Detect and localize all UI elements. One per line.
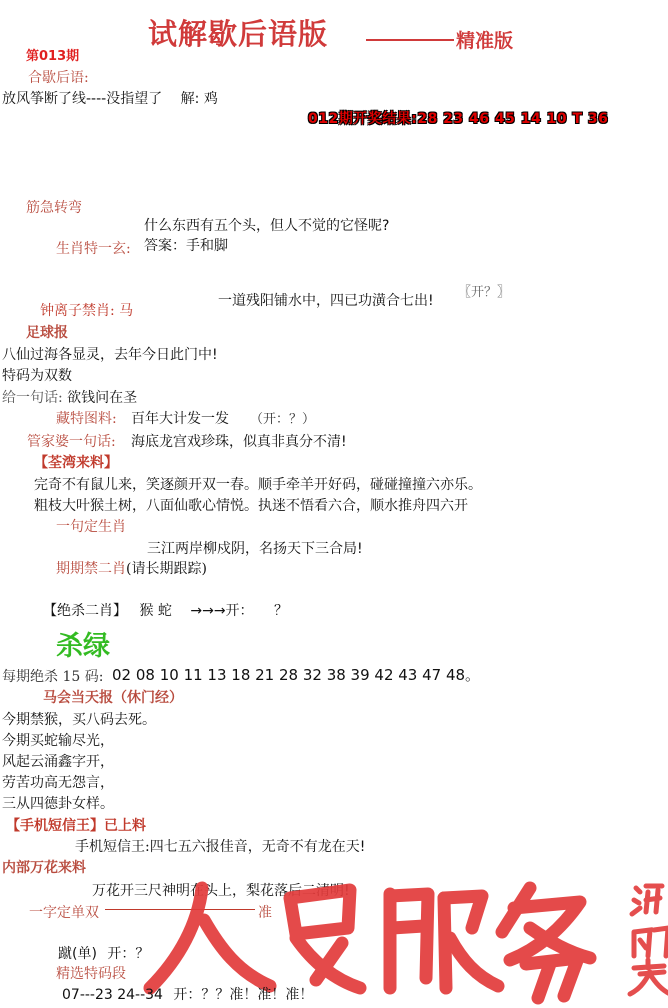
kill-color: 杀绿 — [56, 631, 110, 662]
hidden-pic-open: （开：？） — [250, 412, 316, 427]
zodiac-special-label: 生肖特一玄: — [56, 241, 131, 257]
select-segment-value: 07---23 24--34 — [62, 987, 163, 1003]
housekeeper-value: 海底龙宫戏珍珠，似真非真分不清! — [131, 434, 347, 450]
kill-two-row — [43, 600, 288, 620]
hidden-pic-label: 藏特图料: — [56, 411, 117, 427]
heyi-riddle: 放风筝断了线----没指望了 — [2, 91, 163, 107]
zhongli-row — [40, 300, 133, 320]
single-double-dash — [105, 909, 255, 910]
football-line-2: 特码为双数 — [2, 368, 72, 384]
jingwan-line-1: 完奇不有鼠儿来，笑逐颜开双一春。顺手牵羊开好码，碰碰撞撞六亦乐。 — [34, 477, 482, 493]
heyi-answer-label: 解: — [180, 91, 200, 107]
sms-heading — [6, 815, 146, 835]
zhongli-label: 钟离子禁肖: — [40, 303, 115, 319]
horse-line-4: 劳苦功高无怨言， — [2, 775, 114, 791]
horse-line-2: 今期买蛇输尽光， — [2, 733, 114, 749]
heyi-heading: 合歇后语: — [28, 70, 89, 86]
heyi-answer: 鸡 — [203, 91, 218, 107]
one-sentence-value: 欲钱问在圣 — [67, 390, 138, 406]
banned-note: (请长期跟踪) — [126, 561, 207, 577]
page-subtitle: 精准版 — [456, 30, 514, 52]
jingwan-line-2: 粗枝大叶猴土树，八面仙歌心情悦。执迷不悟看六合，顺水推舟四六开 — [34, 498, 468, 514]
heyi-text — [2, 88, 218, 108]
one-sentence-label: 给一句话: — [2, 390, 63, 406]
horse-line-5: 三从四德卦女样。 — [2, 796, 114, 812]
kill-two-value: 猴 蛇 — [139, 603, 172, 619]
verse-line: 一道残阳铺水中，四已功潢合七出! — [218, 293, 434, 309]
horse-line-3: 风起云涌鑫字开， — [2, 754, 114, 770]
draw-result: 012期开奖结果:28 23 46 45 14 10 T 36 — [308, 111, 609, 127]
one-zodiac-value: 三江两岸柳戍阴，名扬天下三合局! — [147, 541, 363, 557]
issue-number: 第013期 — [26, 49, 80, 64]
wanhua-prefix: 万花开 — [92, 883, 134, 899]
sms-value: 四七五六报佳音，无奇不有龙在天! — [149, 839, 366, 855]
jingwan-heading: 【荃湾来料】 — [34, 455, 118, 471]
kill-two-question: ？ — [274, 603, 289, 619]
kill15-numbers: 02 08 10 11 13 18 21 28 32 38 39 42 43 47 48。 — [112, 666, 481, 684]
zhongli-value: 马 — [119, 303, 134, 319]
dan-open: 开：？ — [107, 946, 150, 962]
dan-label: 蹴(单) — [58, 946, 97, 962]
single-double-suffix: 准 — [258, 905, 272, 921]
title-divider — [366, 39, 454, 41]
banned-row — [56, 558, 207, 578]
sms-label: 手机短信王: — [75, 839, 150, 855]
one-zodiac-heading: 一句定生肖 — [56, 519, 126, 535]
single-double-label: 一字定单双 — [29, 905, 99, 921]
hidden-pic-value: 百年大计发一发 — [131, 411, 229, 427]
kill15-label: 每期绝杀 15 码: — [2, 669, 104, 685]
brain-teaser-question: 什么东西有五个头，但人不觉的它怪呢? — [144, 218, 390, 234]
football-heading: 足球报 — [26, 325, 68, 341]
wanhua-value: 三尺神明在头上，梨花落后二清明! — [134, 883, 350, 899]
select-segment-row — [62, 984, 313, 1004]
wanhua-row — [92, 880, 350, 900]
housekeeper-label: 管家婆一句话: — [27, 434, 116, 450]
football-line-1: 八仙过海各显灵，去年今日此门中! — [2, 347, 218, 363]
brain-teaser-heading: 筋急转弯 — [26, 200, 82, 216]
banned-label: 期期禁二肖 — [56, 561, 126, 577]
select-segment-open: 开：？？准！准！准！ — [173, 987, 314, 1003]
one-sentence-row — [2, 387, 137, 407]
horse-heading: 马会当天报（休门经） — [43, 690, 183, 706]
dan-row — [58, 943, 149, 963]
kill-two-label: 【绝杀二肖】 — [43, 603, 127, 619]
horse-line-1: 今期禁猴，买八码去死。 — [2, 712, 156, 728]
brain-teaser-answer: 答案：手和脚 — [144, 238, 228, 254]
select-segment-heading: 精选特码段 — [56, 966, 126, 982]
verse-open: 〖开？〗 — [458, 285, 511, 300]
wanhua-heading: 内部万花来料 — [2, 860, 86, 876]
page-title: 试解歇后语版 — [148, 17, 329, 51]
sms-heading-status: 已上料 — [104, 818, 146, 834]
sms-row — [75, 836, 365, 856]
kill-two-arrows: →→→开： — [190, 603, 254, 619]
sms-heading-main: 【手机短信王】 — [6, 818, 104, 834]
